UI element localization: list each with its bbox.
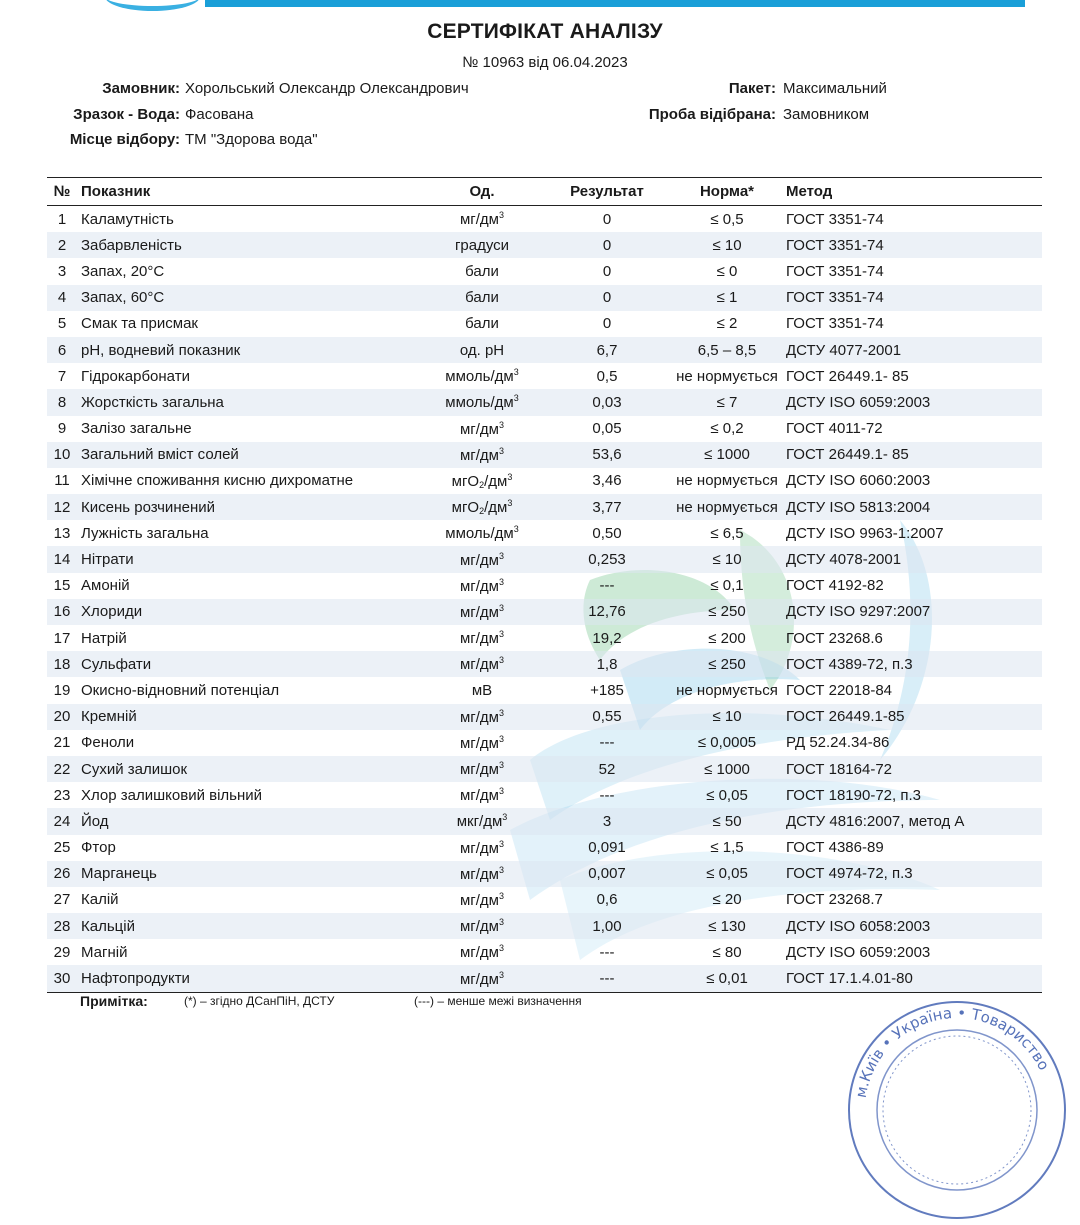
unit-cell — [422, 887, 542, 913]
table-row — [47, 625, 1042, 651]
unit-superscript: 3 — [499, 733, 505, 744]
note-star: (*) – згідно ДСанПіН, ДСТУ — [184, 994, 335, 1008]
unit-text: мг/дм — [459, 839, 499, 857]
unit-superscript: 3 — [507, 471, 513, 482]
row-number: 13 — [53, 524, 71, 542]
row-number: 21 — [53, 734, 71, 752]
unit-text: ммоль/дм — [445, 525, 514, 543]
table-row — [47, 782, 1042, 808]
indicator-name: Сухий залишок — [77, 756, 422, 782]
unit-subscript: 2 — [479, 479, 485, 490]
unit-cell — [422, 285, 542, 311]
norm-value: ≤ 10 — [672, 546, 782, 572]
unit-text: мг/дм — [459, 761, 499, 779]
location-label: Місце відбору: — [69, 131, 180, 148]
unit-cell — [422, 258, 542, 284]
unit-cell — [422, 730, 542, 756]
header-num: № — [47, 178, 77, 206]
table-row — [47, 258, 1042, 284]
unit-text: мг/дм — [459, 787, 499, 805]
indicator-name: Окисно-відновний потенціал — [81, 681, 280, 699]
table-header-row — [47, 178, 1042, 206]
norm-value: ≤ 0,05 — [672, 861, 782, 887]
indicator-name: Запах, 20°С — [81, 262, 165, 280]
unit-superscript: 3 — [499, 707, 505, 718]
unit-text: мг/дм — [459, 891, 499, 909]
note-label: Примітка: — [80, 993, 148, 1009]
result-value: 1,00 — [542, 913, 672, 939]
method-value: ДСТУ 4077-2001 — [782, 337, 1042, 363]
seal-text: м.Київ • Україна • Товариство — [851, 1003, 1054, 1100]
table-row — [47, 730, 1042, 756]
method-value: ГОСТ 3351-74 — [786, 262, 884, 280]
indicator-name: Гідрокарбонати — [81, 367, 190, 385]
unit-cell — [422, 965, 542, 992]
result-value: 1,8 — [542, 651, 672, 677]
package-value: Максимальний — [783, 80, 887, 97]
unit-text: градуси — [454, 236, 510, 254]
sampled-by-value: Замовником — [783, 106, 870, 123]
unit-text: мг/дм — [459, 656, 499, 674]
method-value: ДСТУ ISO 6059:2003 — [782, 389, 1042, 415]
header-unit: Од. — [422, 178, 542, 206]
table-row — [47, 311, 1042, 337]
row-number: 20 — [47, 704, 77, 730]
table-row — [47, 468, 1042, 494]
unit-cell — [422, 704, 542, 730]
indicator-name: Лужність загальна — [81, 524, 209, 542]
unit-text: бали — [465, 315, 499, 333]
norm-value: ≤ 0,0005 — [697, 734, 757, 752]
unit-subscript: 2 — [479, 506, 485, 517]
package-label: Пакет: — [728, 80, 776, 97]
table-row — [47, 442, 1042, 468]
indicator-name: Натрій — [81, 629, 127, 647]
row-number: 14 — [47, 546, 77, 572]
note-dashes: (---) – менше межі визначення — [414, 994, 582, 1008]
indicator-name: Нафтопродукти — [77, 965, 422, 992]
method-value: ГОСТ 3351-74 — [786, 315, 884, 333]
norm-value: ≤ 6,5 — [710, 524, 744, 542]
indicator-name: Фтор — [81, 839, 116, 857]
location-value: ТМ "Здорова вода" — [185, 131, 318, 148]
table-row — [47, 206, 1042, 233]
result-value: 0,03 — [542, 389, 672, 415]
unit-cell — [422, 835, 542, 861]
row-number: 5 — [57, 315, 67, 333]
norm-value: ≤ 0,5 — [710, 210, 744, 228]
result-value: --- — [599, 786, 615, 804]
unit-cell — [422, 756, 542, 782]
unit-superscript: 3 — [499, 838, 505, 849]
table-row — [47, 363, 1042, 389]
unit-text: мгО — [451, 472, 480, 490]
unit-superscript: 3 — [499, 602, 505, 613]
unit-cell — [422, 311, 542, 337]
unit-text: мг/дм — [459, 865, 499, 883]
header-name: Показник — [77, 178, 422, 206]
method-value: ДСТУ ISO 6059:2003 — [786, 943, 931, 961]
row-number: 19 — [53, 681, 71, 699]
unit-superscript: 3 — [499, 419, 505, 430]
table-row — [47, 965, 1042, 992]
unit-text: мг/дм — [459, 446, 499, 464]
norm-value: ≤ 1000 — [672, 442, 782, 468]
result-value: 12,76 — [542, 599, 672, 625]
method-value: ДСТУ ISO 9963-1:2007 — [786, 524, 944, 542]
result-value: 0 — [542, 285, 672, 311]
unit-cell — [422, 861, 542, 887]
row-number: 15 — [53, 577, 71, 595]
unit-text: мкг/дм — [456, 813, 503, 831]
norm-value: ≤ 10 — [672, 704, 782, 730]
unit-superscript: 3 — [507, 498, 513, 509]
norm-value: ≤ 0,1 — [710, 577, 744, 595]
norm-value: ≤ 1,5 — [710, 839, 744, 857]
norm-value: ≤ 1000 — [672, 756, 782, 782]
customer-label: Замовник: — [102, 80, 180, 97]
unit-text: мг/дм — [459, 211, 499, 229]
unit-text: мг/дм — [459, 420, 499, 438]
row-number: 4 — [47, 285, 77, 311]
row-number: 1 — [57, 210, 67, 228]
norm-value: не нормується — [672, 494, 782, 520]
unit-cell — [422, 389, 542, 415]
table-body — [47, 206, 1042, 993]
unit-superscript: 3 — [499, 210, 505, 221]
unit-cell — [422, 442, 542, 468]
table-row — [47, 651, 1042, 677]
unit-cell — [422, 625, 542, 651]
unit-cell — [422, 651, 542, 677]
result-value: 3,77 — [542, 494, 672, 520]
unit-superscript: 3 — [499, 786, 505, 797]
table-row — [47, 861, 1042, 887]
indicator-name: Йод — [77, 808, 422, 834]
unit-cell — [422, 363, 542, 389]
table-row — [47, 704, 1042, 730]
table-row — [47, 232, 1042, 258]
sampled-by-label: Проба відібрана: — [648, 106, 776, 123]
row-number: 10 — [47, 442, 77, 468]
unit-text: мг/дм — [459, 970, 499, 988]
unit-superscript: 3 — [499, 864, 505, 875]
page-title: СЕРТИФІКАТ АНАЛІЗУ — [427, 20, 663, 43]
table-row — [47, 546, 1042, 572]
unit-cell — [422, 206, 542, 233]
unit-cell — [422, 677, 542, 703]
row-number: 30 — [47, 965, 77, 992]
unit-text: мг/дм — [459, 577, 499, 595]
indicator-name: Кальцій — [77, 913, 422, 939]
method-value: ДСТУ 4078-2001 — [782, 546, 1042, 572]
result-value: 53,6 — [542, 442, 672, 468]
svg-text:м.Київ • Україна • Товариство — [852, 1004, 1053, 1099]
unit-cell — [422, 808, 542, 834]
row-number: 16 — [47, 599, 77, 625]
table-row — [47, 285, 1042, 311]
indicator-name: Жорсткість загальна — [77, 389, 422, 415]
norm-value: ≤ 200 — [708, 629, 746, 647]
indicator-name: Забарвленість — [77, 232, 422, 258]
method-value: ГОСТ 4389-72, п.3 — [782, 651, 1042, 677]
table-row — [47, 808, 1042, 834]
row-number: 22 — [47, 756, 77, 782]
indicator-name: Залізо загальне — [81, 420, 192, 438]
method-value: ГОСТ 18190-72, п.3 — [786, 786, 921, 804]
table-row — [47, 337, 1042, 363]
row-number: 8 — [47, 389, 77, 415]
row-number: 26 — [47, 861, 77, 887]
method-value: ДСТУ ISO 9297:2007 — [782, 599, 1042, 625]
norm-value: ≤ 2 — [716, 315, 738, 333]
method-value: ГОСТ 26449.1- 85 — [782, 442, 1042, 468]
row-number: 28 — [47, 913, 77, 939]
indicator-name: Калій — [81, 891, 119, 909]
unit-text: од. pH — [459, 341, 505, 359]
row-number: 9 — [57, 420, 67, 438]
method-value: ГОСТ 4974-72, п.3 — [782, 861, 1042, 887]
analysis-table — [47, 177, 1042, 993]
result-value: 0,50 — [592, 524, 622, 542]
unit-superscript: 3 — [502, 812, 508, 823]
unit-text: мг/дм — [459, 944, 499, 962]
table-row — [47, 520, 1042, 546]
result-value: --- — [599, 734, 615, 752]
unit-cell — [422, 546, 542, 572]
indicator-name: Феноли — [81, 734, 135, 752]
header-result: Результат — [542, 178, 672, 206]
result-value: 52 — [542, 756, 672, 782]
norm-value: ≤ 0 — [716, 262, 738, 280]
result-value: 0,253 — [542, 546, 672, 572]
unit-superscript: 3 — [499, 760, 505, 771]
customer-value: Хорольський Олександр Олександрович — [185, 80, 469, 97]
table-row — [47, 599, 1042, 625]
method-value: ГОСТ 3351-74 — [786, 210, 884, 228]
indicator-name: Загальний вміст солей — [77, 442, 422, 468]
norm-value: ≤ 250 — [672, 651, 782, 677]
method-value: ГОСТ 17.1.4.01-80 — [782, 965, 1042, 992]
method-value: ДСТУ ISO 6060:2003 — [786, 472, 931, 490]
method-value: ГОСТ 23268.7 — [786, 891, 883, 909]
row-number: 29 — [53, 943, 71, 961]
result-value: 0,55 — [542, 704, 672, 730]
indicator-name: Смак та присмак — [81, 315, 198, 333]
norm-value: ≤ 80 — [712, 943, 742, 961]
table-row — [47, 416, 1042, 442]
indicator-name: Запах, 60°С — [77, 285, 422, 311]
norm-value: ≤ 0,05 — [706, 786, 748, 804]
unit-text: мВ — [471, 681, 493, 699]
method-value: ГОСТ 3351-74 — [782, 232, 1042, 258]
norm-value: ≤ 20 — [712, 891, 742, 909]
table-row — [47, 494, 1042, 520]
row-number: 25 — [53, 839, 71, 857]
unit-tail: /дм — [484, 472, 508, 490]
table-row — [47, 677, 1042, 703]
norm-value: ≤ 10 — [672, 232, 782, 258]
result-value: +185 — [590, 681, 624, 699]
method-value: РД 52.24.34-86 — [786, 734, 890, 752]
header-bar — [205, 0, 1025, 7]
norm-value: не нормується — [676, 367, 778, 385]
sample-label: Зразок - Вода: — [73, 106, 180, 123]
unit-cell — [422, 913, 542, 939]
result-value: 3,46 — [592, 472, 622, 490]
unit-cell — [422, 939, 542, 965]
table-row — [47, 939, 1042, 965]
result-value: --- — [542, 965, 672, 992]
indicator-name: Хлориди — [77, 599, 422, 625]
unit-text: бали — [465, 289, 499, 307]
row-number: 27 — [53, 891, 71, 909]
indicator-name: pH, водневий показник — [77, 337, 422, 363]
result-value: --- — [599, 577, 615, 595]
unit-superscript: 3 — [499, 445, 505, 456]
result-value: 0 — [542, 232, 672, 258]
unit-text: ммоль/дм — [445, 368, 514, 386]
result-value: 19,2 — [592, 629, 622, 647]
table-row — [47, 835, 1042, 861]
unit-cell — [422, 468, 542, 494]
method-value: ГОСТ 4192-82 — [786, 577, 884, 595]
row-number: 12 — [47, 494, 77, 520]
unit-cell — [422, 416, 542, 442]
norm-value: ≤ 50 — [672, 808, 782, 834]
indicator-name: Нітрати — [77, 546, 422, 572]
norm-value: 6,5 – 8,5 — [672, 337, 782, 363]
unit-tail: /дм — [484, 499, 508, 517]
result-value: 0,007 — [542, 861, 672, 887]
row-number: 7 — [57, 367, 67, 385]
result-value: 0 — [602, 262, 612, 280]
norm-value: ≤ 1 — [672, 285, 782, 311]
unit-cell — [422, 599, 542, 625]
table-row — [47, 573, 1042, 599]
method-value: ГОСТ 22018-84 — [786, 681, 893, 699]
unit-text: бали — [465, 262, 499, 280]
unit-superscript: 3 — [513, 393, 519, 404]
unit-cell — [422, 573, 542, 599]
indicator-name: Кремній — [77, 704, 422, 730]
unit-superscript: 3 — [499, 576, 505, 587]
indicator-name: Кисень розчинений — [77, 494, 422, 520]
indicator-name: Амоній — [81, 577, 130, 595]
unit-cell — [422, 494, 542, 520]
norm-value: ≤ 130 — [672, 913, 782, 939]
norm-value: ≤ 0,01 — [672, 965, 782, 992]
row-number: 18 — [47, 651, 77, 677]
row-number: 24 — [47, 808, 77, 834]
unit-superscript: 3 — [513, 367, 519, 378]
norm-value: ≤ 7 — [672, 389, 782, 415]
result-value: 0,6 — [596, 891, 618, 909]
certificate-number: № 10963 від 06.04.2023 — [462, 54, 628, 71]
result-value: 0 — [602, 315, 612, 333]
method-value: ДСТУ ISO 5813:2004 — [782, 494, 1042, 520]
method-value: ГОСТ 4386-89 — [786, 839, 884, 857]
table-row — [47, 913, 1042, 939]
method-value: ГОСТ 3351-74 — [782, 285, 1042, 311]
result-value: 6,7 — [542, 337, 672, 363]
result-value: 0,5 — [596, 367, 618, 385]
unit-text: мг/дм — [459, 551, 499, 569]
unit-text: ммоль/дм — [445, 394, 514, 412]
norm-value: не нормується — [676, 681, 778, 699]
unit-text: мг/дм — [459, 708, 499, 726]
table-row — [47, 756, 1042, 782]
table-row — [47, 887, 1042, 913]
result-value: 0,091 — [588, 839, 626, 857]
norm-value: ≤ 250 — [672, 599, 782, 625]
unit-text: мг/дм — [459, 630, 499, 648]
stamp-seal — [842, 995, 1072, 1225]
result-value: 0,05 — [592, 420, 622, 438]
unit-cell — [422, 520, 542, 546]
indicator-name: Магній — [81, 943, 128, 961]
indicator-name: Хімічне споживання кисню дихроматне — [81, 472, 354, 490]
header-method: Метод — [782, 178, 1042, 206]
indicator-name: Сульфати — [77, 651, 422, 677]
unit-superscript: 3 — [499, 943, 505, 954]
norm-value: ≤ 0,2 — [710, 420, 744, 438]
unit-superscript: 3 — [513, 524, 519, 535]
method-value: ГОСТ 26449.1- 85 — [786, 367, 909, 385]
unit-text: мг/дм — [459, 603, 499, 621]
row-number: 2 — [47, 232, 77, 258]
indicator-name: Марганець — [77, 861, 422, 887]
indicator-name: Хлор залишковий вільний — [81, 786, 263, 804]
method-value: ГОСТ 23268.6 — [786, 629, 883, 647]
sample-value: Фасована — [185, 106, 254, 123]
row-number: 17 — [53, 629, 71, 647]
result-value: 0 — [602, 210, 612, 228]
method-value: ГОСТ 4011-72 — [786, 420, 883, 438]
norm-value: не нормується — [676, 472, 778, 490]
method-value: ГОСТ 18164-72 — [782, 756, 1042, 782]
row-number: 23 — [53, 786, 71, 804]
result-value: 3 — [542, 808, 672, 834]
unit-text: мг/дм — [459, 918, 499, 936]
unit-cell — [422, 337, 542, 363]
unit-cell — [422, 232, 542, 258]
unit-superscript: 3 — [499, 917, 505, 928]
row-number: 3 — [57, 262, 67, 280]
table-row — [47, 389, 1042, 415]
method-value: ГОСТ 26449.1-85 — [782, 704, 1042, 730]
unit-superscript: 3 — [499, 969, 505, 980]
unit-text: мг/дм — [459, 734, 499, 752]
unit-superscript: 3 — [499, 550, 505, 561]
unit-superscript: 3 — [499, 890, 505, 901]
unit-text: мгО — [451, 499, 480, 517]
unit-superscript: 3 — [499, 655, 505, 666]
method-value: ДСТУ 4816:2007, метод А — [782, 808, 1042, 834]
method-value: ДСТУ ISO 6058:2003 — [782, 913, 1042, 939]
unit-superscript: 3 — [499, 629, 505, 640]
row-number: 11 — [54, 472, 70, 490]
logo-wave-fragment — [105, 0, 200, 11]
header-norm: Норма* — [672, 178, 782, 206]
indicator-name: Каламутність — [81, 210, 174, 228]
row-number: 6 — [47, 337, 77, 363]
unit-cell — [422, 782, 542, 808]
result-value: --- — [599, 943, 615, 961]
